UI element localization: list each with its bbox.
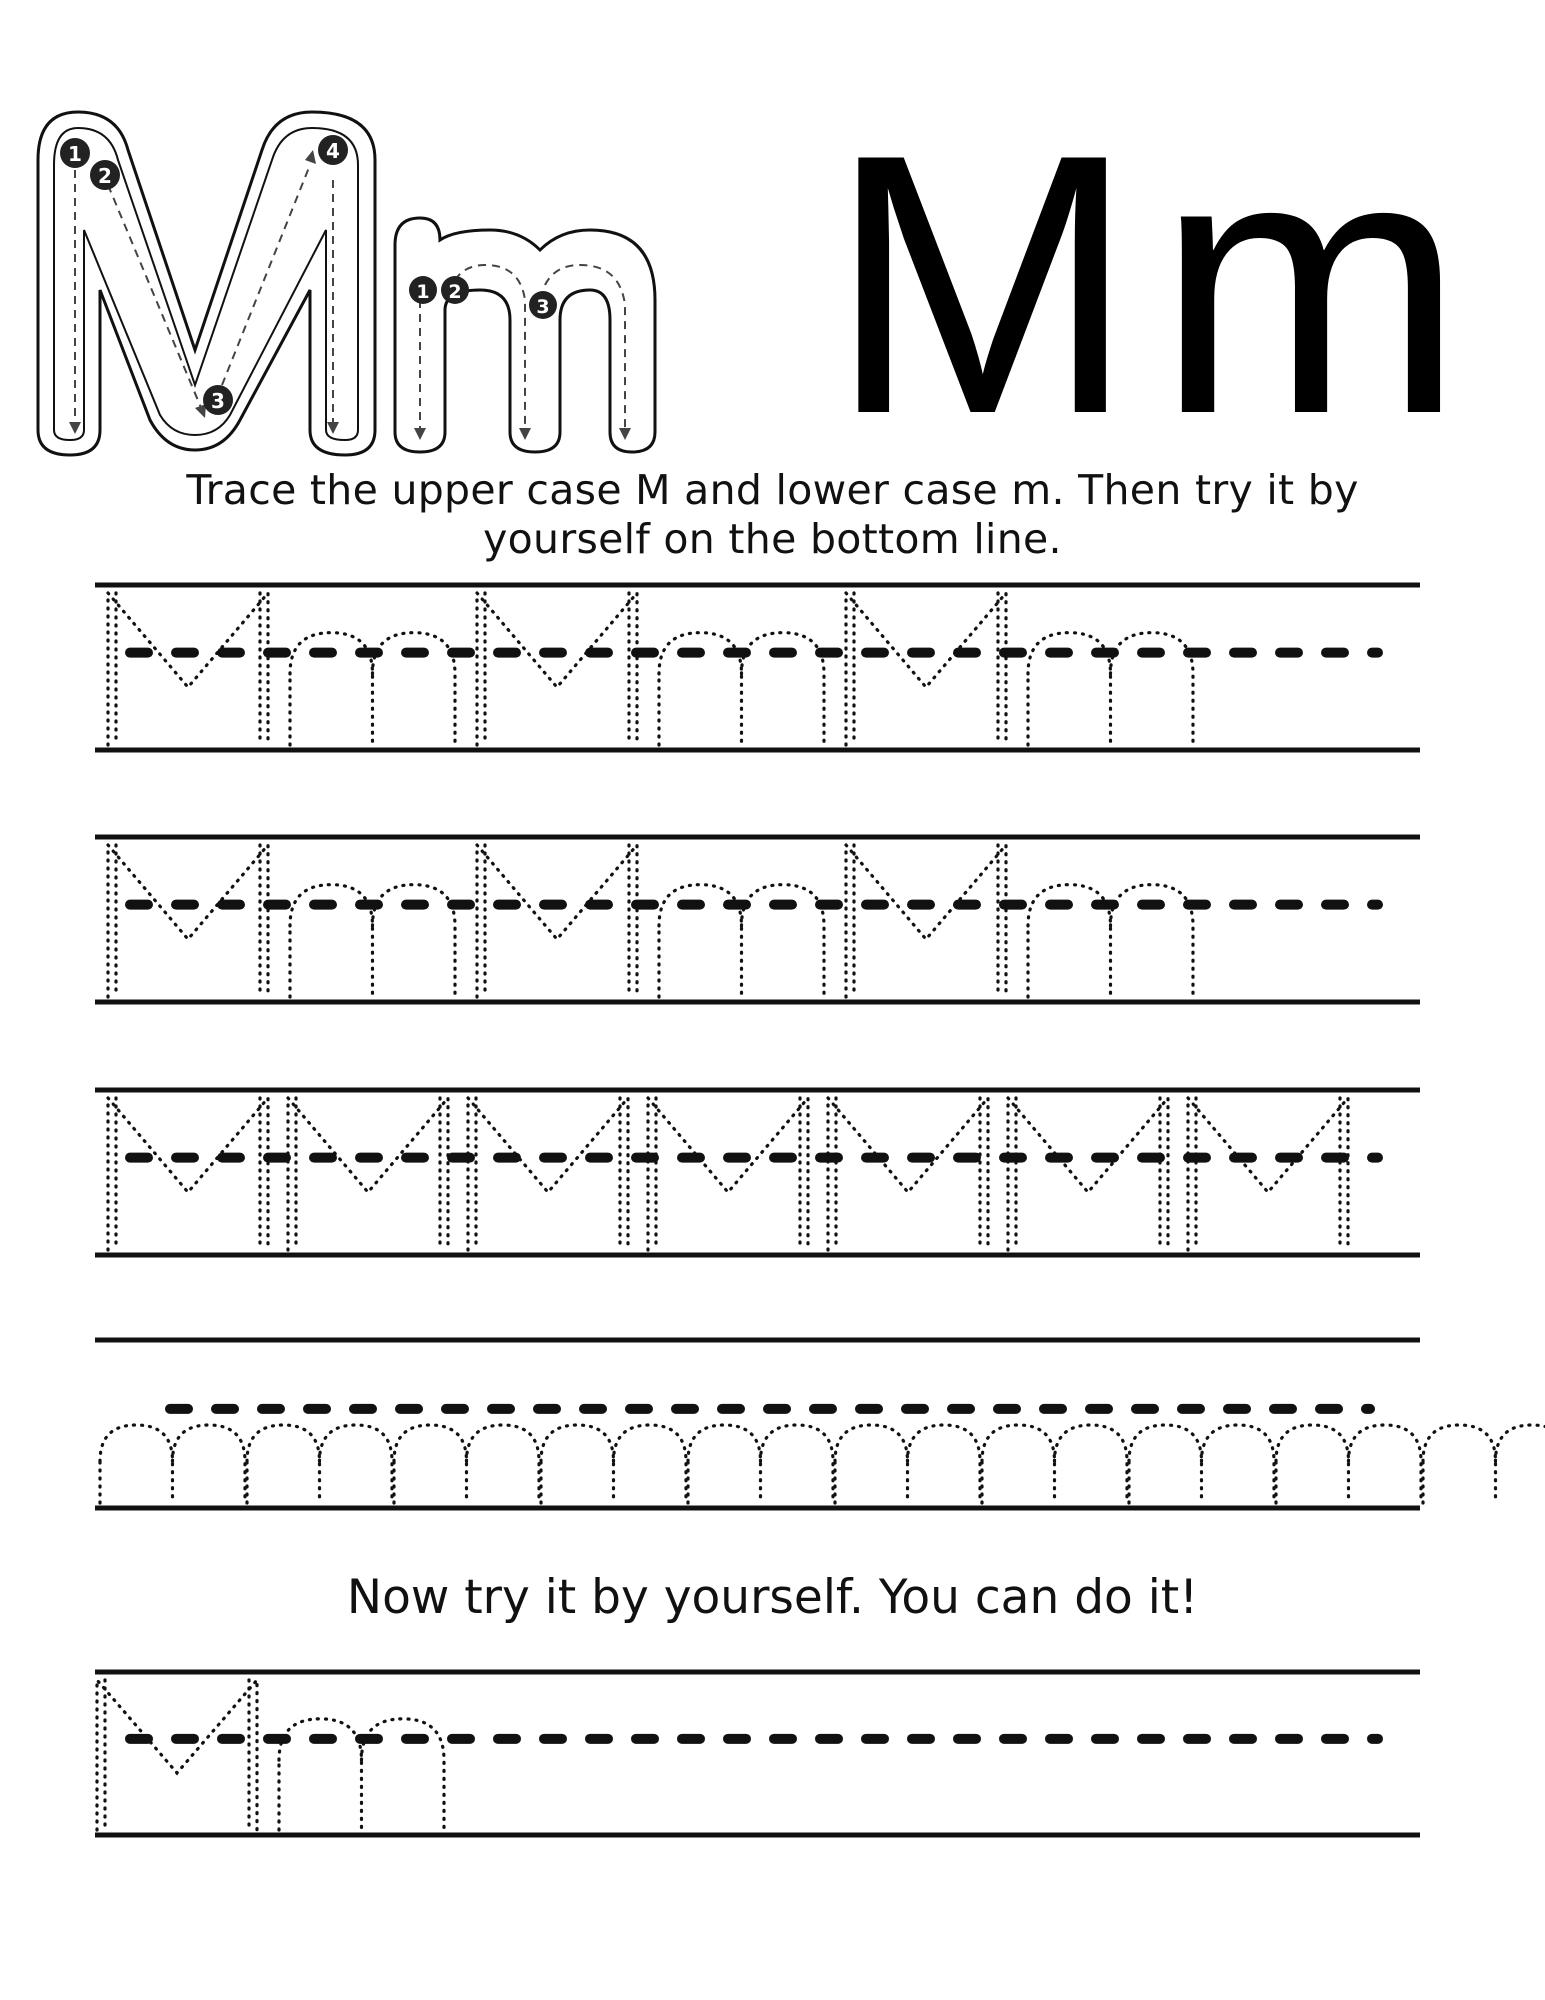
practice-row (95, 837, 1420, 1002)
traceable-uppercase-m (477, 593, 637, 745)
traceable-lowercase-m (982, 1425, 1127, 1503)
traceable-lowercase-m (394, 1425, 539, 1503)
traceable-lowercase-m (541, 1425, 686, 1503)
traceable-lowercase-m (1423, 1425, 1545, 1503)
svg-text:1: 1 (68, 142, 82, 166)
traceable-uppercase-m (648, 1098, 808, 1250)
traceable-lowercase-m (1276, 1425, 1421, 1503)
traceable-uppercase-m (108, 845, 268, 997)
svg-text:4: 4 (326, 139, 340, 163)
practice-row (95, 1672, 1420, 1835)
svg-text:2: 2 (448, 281, 462, 303)
traceable-lowercase-m (688, 1425, 833, 1503)
traceable-uppercase-m (468, 1098, 628, 1250)
traceable-lowercase-m (100, 1425, 245, 1503)
traceable-uppercase-m (828, 1098, 988, 1250)
practice-row (95, 1090, 1420, 1255)
traceable-uppercase-m (108, 1098, 268, 1250)
traceable-lowercase-m (835, 1425, 980, 1503)
instruction-text: Trace the upper case M and lower case m. Then try it by yourself on the bottom line. (186, 466, 1359, 563)
svg-text:1: 1 (416, 281, 430, 303)
traceable-lowercase-m (247, 1425, 392, 1503)
traceable-uppercase-m (477, 845, 637, 997)
traceable-uppercase-m (1188, 1098, 1348, 1250)
traceable-uppercase-m (288, 1098, 448, 1250)
traceable-uppercase-m (97, 1680, 257, 1830)
svg-text:3: 3 (536, 296, 550, 318)
practice-row (95, 585, 1420, 750)
traceable-uppercase-m (108, 593, 268, 745)
sample-lowercase-m: m (1156, 78, 1485, 491)
practice-row (95, 1340, 1545, 1508)
traceable-uppercase-m (1008, 1098, 1168, 1250)
svg-text:2: 2 (98, 164, 112, 188)
traceable-lowercase-m (1129, 1425, 1274, 1503)
traceable-uppercase-m (846, 593, 1006, 745)
svg-text:3: 3 (211, 389, 225, 413)
traceable-uppercase-m (846, 845, 1006, 997)
encouragement-text: Now try it by yourself. You can do it! (346, 1570, 1199, 1625)
sample-uppercase-m: M (828, 78, 1157, 491)
